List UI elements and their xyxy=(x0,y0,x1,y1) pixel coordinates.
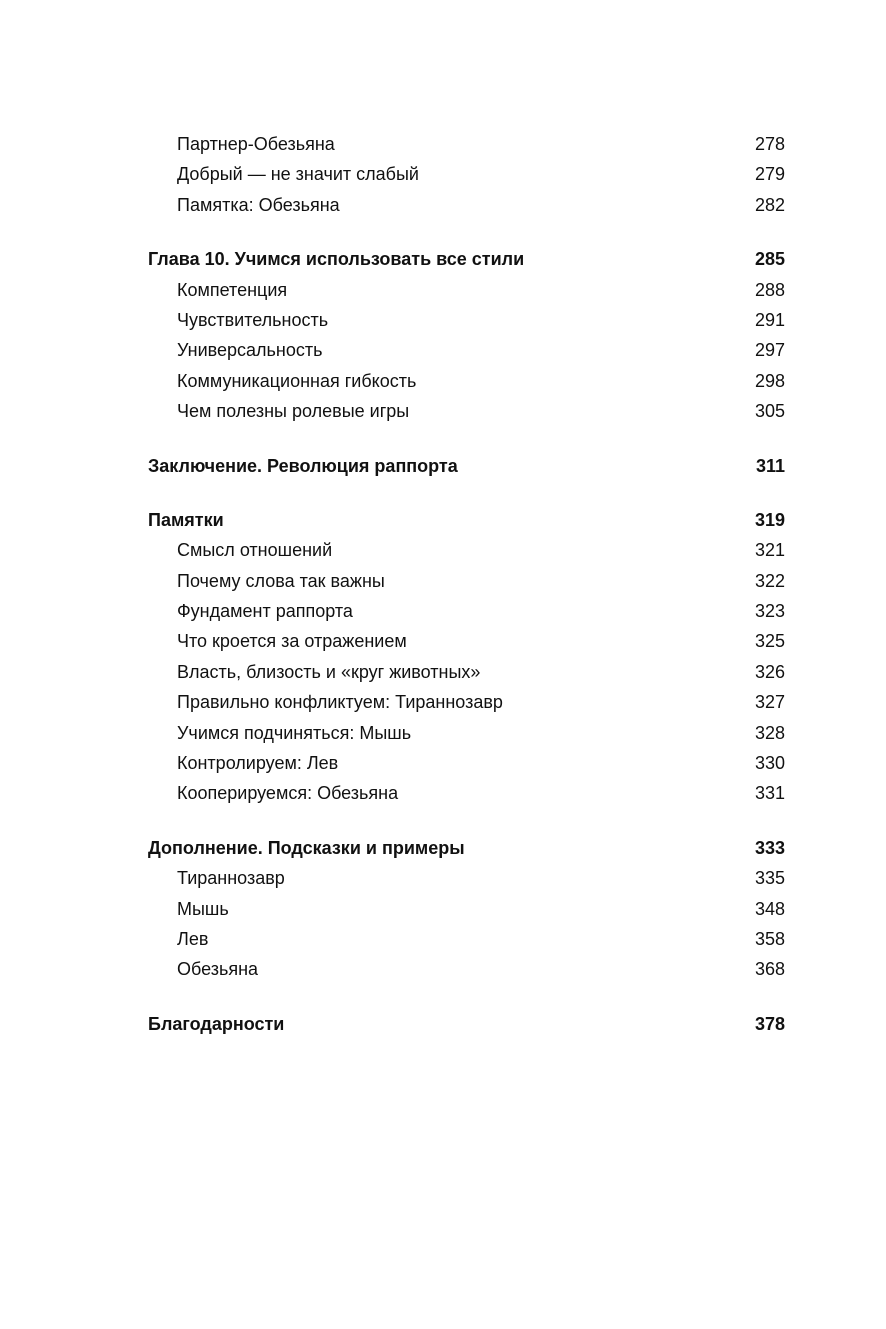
toc-entry-page: 322 xyxy=(754,570,785,591)
toc-chapter-title: Глава 10. Учимся использовать все стили xyxy=(148,249,525,270)
toc-entry xyxy=(148,894,785,924)
toc-entry-title: Правильно конфликтуем: Тираннозавр xyxy=(177,692,503,713)
toc-entry xyxy=(148,305,785,335)
toc-entry-page: 278 xyxy=(754,134,785,154)
toc-entry-page: 305 xyxy=(754,401,785,422)
toc-entry-title: Власть, близость и «круг животных» xyxy=(177,661,481,682)
toc-entry xyxy=(148,657,785,687)
toc-entry-title: Чем полезны ролевые игры xyxy=(177,401,410,422)
toc-entry xyxy=(148,366,785,396)
toc-entry-title: Учимся подчиняться: Мышь xyxy=(177,722,412,743)
toc-chapter-title: Благодарности xyxy=(148,1013,285,1034)
table-of-contents xyxy=(148,129,785,1039)
toc-chapter-page: 378 xyxy=(754,1013,785,1034)
toc-entry-page: 368 xyxy=(754,959,785,980)
toc-entry-title: Смысл отношений xyxy=(177,540,333,561)
toc-entry-page: 330 xyxy=(754,753,785,774)
toc-chapter-heading xyxy=(148,1009,785,1039)
toc-entry-title: Добрый — не значит слабый xyxy=(177,164,419,185)
toc-entry xyxy=(148,863,785,893)
toc-chapter-title: Заключение. Революция раппорта xyxy=(148,455,458,476)
toc-entry xyxy=(148,924,785,954)
toc-entry-page: 358 xyxy=(754,928,785,949)
toc-entry-title: Лев xyxy=(177,928,209,949)
toc-entry-page: 321 xyxy=(754,540,785,561)
toc-entry-page: 331 xyxy=(754,783,785,804)
toc-entry-title: Партнер-Обезьяна xyxy=(177,134,335,154)
toc-entry xyxy=(148,718,785,748)
toc-entry-title: Мышь xyxy=(177,898,229,919)
toc-entry-page: 326 xyxy=(754,661,785,682)
toc-entry-title: Обезьяна xyxy=(177,959,259,980)
toc-entry-title: Чувствительность xyxy=(177,309,329,330)
toc-entry-page: 327 xyxy=(754,692,785,713)
toc-entry-title: Фундамент раппорта xyxy=(177,601,353,622)
toc-entry-title: Что кроется за отражением xyxy=(177,631,407,652)
toc-entry-page: 325 xyxy=(754,631,785,652)
toc-entry-page: 291 xyxy=(754,309,785,330)
toc-entry-page: 335 xyxy=(754,868,785,889)
toc-entry xyxy=(148,535,785,565)
toc-chapter-page: 319 xyxy=(754,509,785,530)
toc-entry-title: Компетенция xyxy=(177,279,288,300)
toc-entry xyxy=(148,190,785,220)
toc-entry xyxy=(148,396,785,426)
toc-entry-page: 282 xyxy=(754,194,785,215)
toc-chapter-title: Дополнение. Подсказки и примеры xyxy=(148,837,465,858)
toc-entry-page: 298 xyxy=(754,370,785,391)
toc-entry-title: Тираннозавр xyxy=(177,868,285,889)
toc-entry-title: Кооперируемся: Обезьяна xyxy=(177,783,399,804)
toc-entry-page: 328 xyxy=(754,722,785,743)
toc-chapter-heading xyxy=(148,451,785,481)
toc-entry xyxy=(148,748,785,778)
toc-entry xyxy=(148,626,785,656)
toc-entry-page: 297 xyxy=(754,340,785,361)
toc-entry xyxy=(148,687,785,717)
toc-entry xyxy=(148,954,785,984)
toc-chapter-page: 285 xyxy=(754,249,785,270)
toc-chapter-title: Памятки xyxy=(148,509,224,530)
toc-chapter-page: 311 xyxy=(755,455,785,476)
toc-entry-title: Почему слова так важны xyxy=(177,570,385,591)
toc-entry-title: Универсальность xyxy=(177,340,323,361)
toc-entry xyxy=(148,335,785,365)
toc-entry-title: Памятка: Обезьяна xyxy=(177,194,340,215)
toc-entry-page: 348 xyxy=(754,898,785,919)
toc-chapter-page: 333 xyxy=(754,837,785,858)
toc-entry-title: Контролируем: Лев xyxy=(177,753,339,774)
toc-entry-page: 323 xyxy=(754,601,785,622)
toc-chapter-heading xyxy=(148,833,785,863)
toc-entry-page: 288 xyxy=(754,279,785,300)
toc-entry xyxy=(148,596,785,626)
toc-chapter-heading xyxy=(148,505,785,535)
toc-entry-title: Коммуникационная гибкость xyxy=(177,370,417,391)
toc-entry xyxy=(148,159,785,189)
toc-entry-page: 279 xyxy=(754,164,785,185)
toc-entry xyxy=(148,778,785,808)
toc-entry xyxy=(148,275,785,305)
toc-chapter-heading xyxy=(148,244,785,274)
toc-entry xyxy=(148,129,785,159)
toc-entry xyxy=(148,566,785,596)
